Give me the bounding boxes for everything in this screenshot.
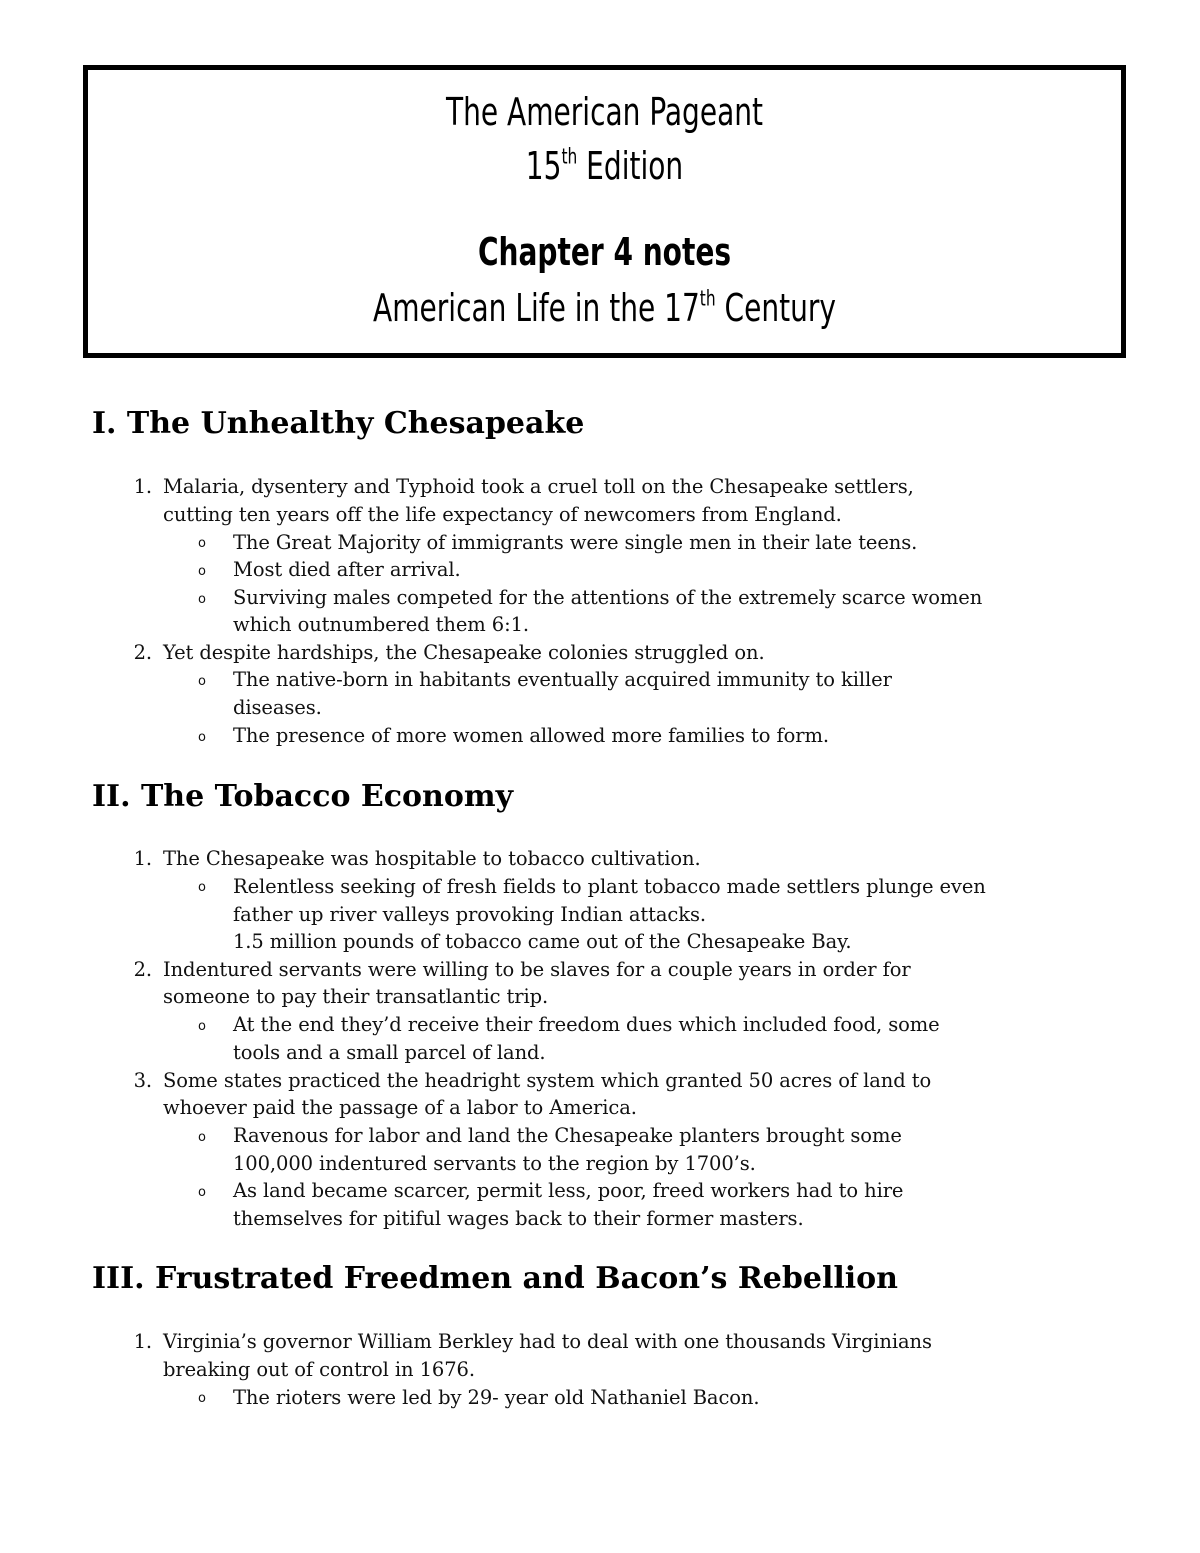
title-box [83,65,1126,358]
book-title: The American Pageant [445,90,764,134]
list-item-text: Malaria, dysentery and Typhoid took a cruel toll on the Chesapeake settlers, [163,475,914,498]
sub-item-text: Most died after arrival. [233,558,461,581]
list-item-text: Some states practiced the headright system which granted 50 acres of land to [163,1069,932,1092]
sub-item-text: tools and a small parcel of land. [233,1041,546,1064]
list-item-text: The Chesapeake was hospitable to tobacco cultivation. [163,847,701,870]
list-number: 3. [133,1069,152,1092]
list-item-text: cutting ten years off the life expectancy of newcomers from England. [163,503,842,526]
bullet-marker: o [198,674,206,689]
bullet-marker: o [198,536,206,551]
edition-line: 15th Edition [525,144,684,188]
sub-item-text: 1.5 million pounds of tobacco came out of the Chesapeake Bay. [233,930,852,953]
bullet-marker: o [198,1391,206,1406]
section-heading-1: I. The Unhealthy Chesapeake [92,406,585,441]
list-item-text: Yet despite hardships, the Chesapeake colonies struggled on. [163,641,765,664]
list-item-text: Indentured servants were willing to be slaves for a couple years in order for [163,958,911,981]
chapter-subtitle: American Life in the 17th Century [373,286,836,330]
sub-item-text: 100,000 indentured servants to the region by 1700’s. [233,1152,756,1175]
sub-item-text: Surviving males competed for the attentions of the extremely scarce women [233,586,983,609]
bullet-marker: o [198,1019,206,1034]
sub-item-text: which outnumbered them 6:1. [233,613,529,636]
list-item-text: whoever paid the passage of a labor to America. [163,1096,637,1119]
bullet-marker: o [198,1130,206,1145]
list-number: 1. [133,475,152,498]
sub-item-text: At the end they’d receive their freedom dues which included food, some [233,1013,940,1036]
sub-item-text: The presence of more women allowed more families to form. [233,724,829,747]
sub-item-text: The rioters were led by 29- year old Nathaniel Bacon. [233,1386,760,1409]
list-number: 2. [133,641,152,664]
bullet-marker: o [198,592,206,607]
section-heading-3: III. Frustrated Freedmen and Bacon’s Rebellion [92,1261,898,1296]
list-item-text: breaking out of control in 1676. [163,1358,475,1381]
list-number: 2. [133,958,152,981]
chapter-title: Chapter 4 notes [477,230,732,274]
list-item-text: Virginia’s governor William Berkley had to deal with one thousands Virginians [163,1330,932,1353]
bullet-marker: o [198,730,206,745]
bullet-marker: o [198,1185,206,1200]
bullet-marker: o [198,564,206,579]
section-heading-2: II. The Tobacco Economy [92,779,514,814]
bullet-marker: o [198,880,206,895]
list-number: 1. [133,847,152,870]
sub-item-text: Relentless seeking of fresh fields to plant tobacco made settlers plunge even [233,875,986,898]
sub-item-text: As land became scarcer, permit less, poor, freed workers had to hire [233,1179,904,1202]
list-item-text: someone to pay their transatlantic trip. [163,985,549,1008]
list-number: 1. [133,1330,152,1353]
sub-item-text: themselves for pitiful wages back to their former masters. [233,1207,804,1230]
sub-item-text: father up river valleys provoking Indian attacks. [233,903,706,926]
sub-item-text: Ravenous for labor and land the Chesapeake planters brought some [233,1124,902,1147]
sub-item-text: diseases. [233,696,322,719]
sub-item-text: The native-born in habitants eventually acquired immunity to killer [233,668,892,691]
sub-item-text: The Great Majority of immigrants were single men in their late teens. [233,531,918,554]
